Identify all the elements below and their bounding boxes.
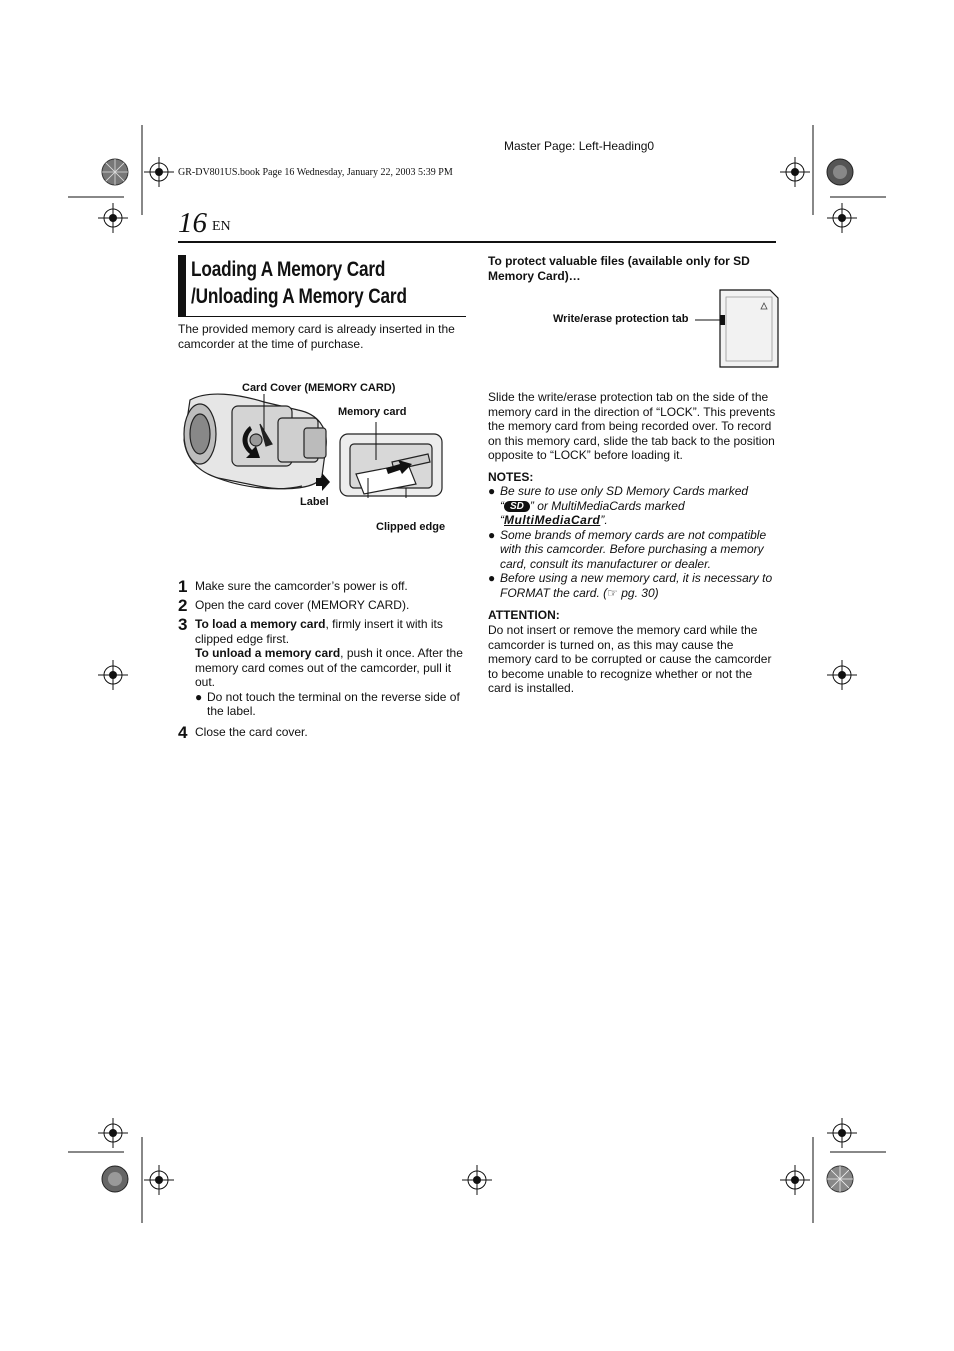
load-instruction xyxy=(195,617,465,646)
book-info-line: GR-DV801US.book Page 16 Wednesday, January 22, 2003 5:39 PM xyxy=(178,167,453,178)
bullet-text: Do not touch the terminal on the reverse side of the label. xyxy=(207,689,460,718)
note-1: ● Be sure to use only SD Memory Cards marked “ SD ” or MultiMediaCards marked “MultiMediaCard”. xyxy=(488,484,749,527)
step-number: 4 xyxy=(178,723,188,742)
section-title xyxy=(191,256,407,310)
registration-mark-icon xyxy=(780,1165,810,1195)
note-3 xyxy=(488,571,778,600)
color-target-icon xyxy=(101,1165,129,1193)
registration-mark-icon xyxy=(98,203,128,233)
sd-card-illustration xyxy=(694,289,780,369)
registration-mark-icon xyxy=(98,1118,128,1148)
step-number: 1 xyxy=(178,577,188,596)
section-title-line1: Loading A Memory Card xyxy=(191,258,386,281)
step-4 xyxy=(178,724,468,743)
pointing-hand-icon: ☞ xyxy=(607,585,618,600)
registration-mark-icon xyxy=(827,203,857,233)
step-text: Close the card cover. xyxy=(195,725,308,739)
registration-mark-icon xyxy=(827,1118,857,1148)
attention-body: Do not insert or remove the memory card while the camcorder is turned on, as this may cause the memory card to be corrupted or cause the camcorder to become unable to recognize whether or not the card is installed. xyxy=(488,623,772,695)
step-2 xyxy=(178,597,468,616)
label-label: Label xyxy=(300,496,329,508)
sd-logo-icon: SD xyxy=(504,501,530,512)
bullet-icon: ● xyxy=(488,527,496,542)
registration-mark-icon xyxy=(144,157,174,187)
page-number: 16 xyxy=(178,207,207,239)
unload-instruction xyxy=(195,646,465,690)
step-text: Make sure the camcorder’s power is off. xyxy=(195,579,408,593)
mmc-logo-icon: MultiMediaCard xyxy=(504,513,601,527)
registration-mark-icon xyxy=(144,1165,174,1195)
arrow-right-icon xyxy=(316,473,330,491)
unload-instruction-bold: To unload a memory card xyxy=(195,646,341,660)
note-1-part-b: ” or MultiMediaCards marked xyxy=(529,498,685,513)
unload-instruction-rest: , push it once. After the memory card comes out of the camcorder, pull it out. xyxy=(195,646,463,689)
step-3 xyxy=(178,616,468,724)
section-title-line2: /Unloading A Memory Card xyxy=(191,285,407,308)
notes-list xyxy=(488,484,778,600)
note-1-part-a: Be sure to use only SD Memory Cards marked xyxy=(500,484,749,498)
steps-list xyxy=(178,578,468,743)
bullet-icon: ● xyxy=(488,571,496,585)
page-language: EN xyxy=(212,219,231,234)
step-1 xyxy=(178,578,468,597)
registration-mark-icon xyxy=(827,660,857,690)
bullet-icon: ● xyxy=(195,689,203,704)
master-page-label: Master Page: Left-Heading0 xyxy=(504,139,655,153)
load-instruction-bold: To load a memory card xyxy=(195,617,326,631)
title-bar xyxy=(178,255,186,317)
header-rule xyxy=(178,241,776,243)
notes-heading: NOTES: xyxy=(488,470,534,484)
protection-tab-label: Write/erase protection tab xyxy=(553,313,689,325)
color-target-icon xyxy=(826,1165,854,1193)
attention-heading: ATTENTION: xyxy=(488,608,560,622)
step-3-bullet xyxy=(195,690,465,719)
title-rule xyxy=(178,316,466,317)
note-2-text: Some brands of memory cards are not compatible with this camcorder. Before purchasing a memory card, consult its manufacturer or dealer. xyxy=(500,527,767,571)
card-cover-label: Card Cover (MEMORY CARD) xyxy=(242,382,396,394)
registration-mark-icon xyxy=(780,157,810,187)
clipped-edge-label: Clipped edge xyxy=(376,521,446,533)
intro-paragraph: The provided memory card is already inserted in the camcorder at the time of purchase. xyxy=(178,322,455,351)
note-3-text: Before using a new memory card, it is necessary to FORMAT the card. ( xyxy=(500,571,773,600)
step-text: Open the card cover (MEMORY CARD). xyxy=(195,598,410,612)
color-target-icon xyxy=(826,158,854,186)
protect-body: Slide the write/erase protection tab on the side of the memory card in the direction of “LOCK”. This prevents the memory card from being recorded over. To record on this memory card, slide the tab back to the position opposite to “LOCK” before loading it. xyxy=(488,390,776,462)
step-number: 2 xyxy=(178,596,188,615)
bullet-icon: ● xyxy=(488,484,496,498)
memory-card-label: Memory card xyxy=(338,406,407,418)
step-number: 3 xyxy=(178,615,188,634)
registration-mark-icon xyxy=(462,1165,492,1195)
load-instruction-rest: , firmly insert it with its clipped edge first. xyxy=(195,617,443,646)
registration-mark-icon xyxy=(98,660,128,690)
note-2 xyxy=(488,528,778,572)
note-3-page-ref: pg. 30) xyxy=(621,585,659,600)
color-target-icon xyxy=(101,158,129,186)
camcorder-illustration xyxy=(178,388,448,498)
protect-heading: To protect valuable files (available only for SD Memory Card)… xyxy=(488,254,750,283)
